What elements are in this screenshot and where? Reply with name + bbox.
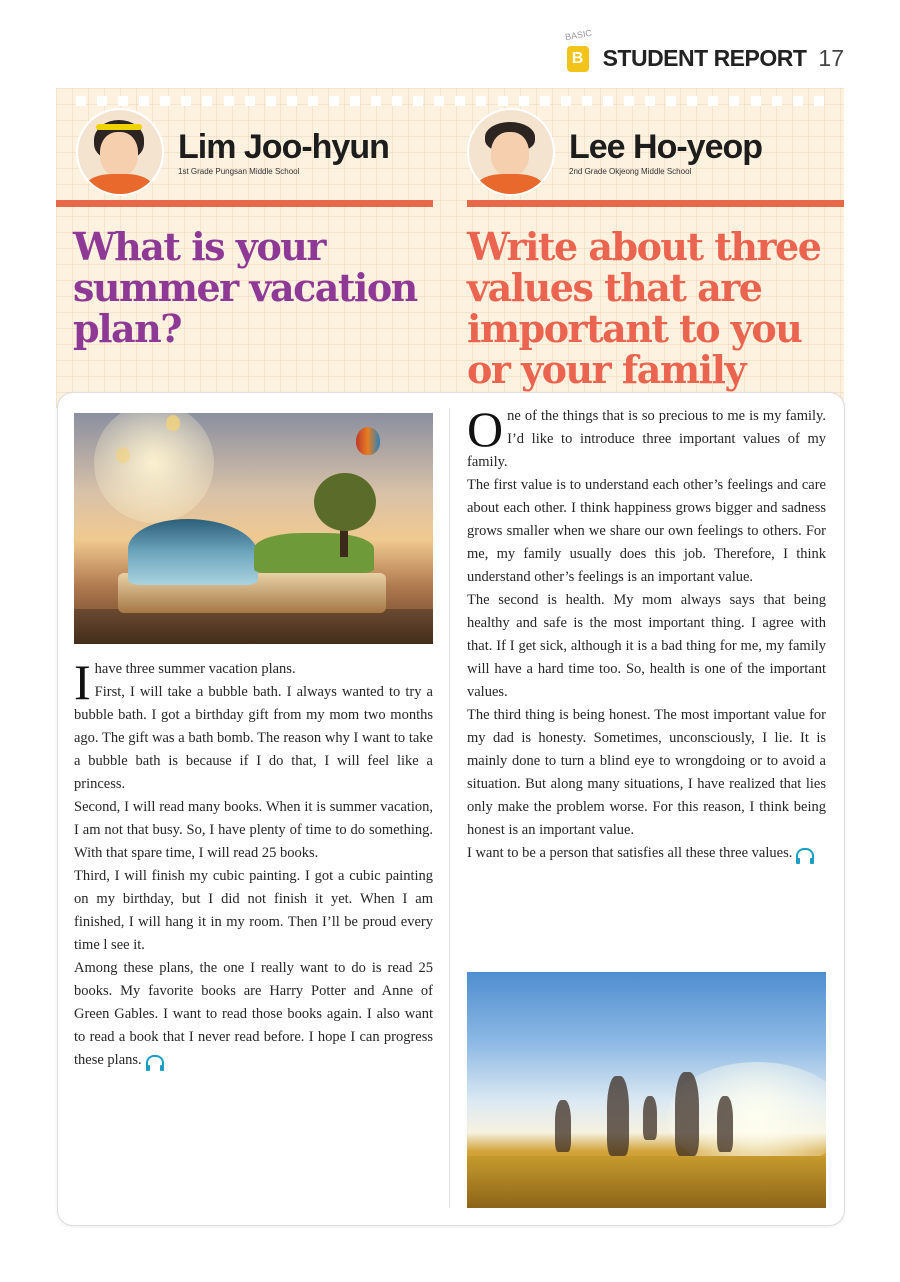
student-photo-left (76, 108, 164, 196)
dropcap-left: I (74, 654, 91, 710)
student-name-left: Lim Joo-hyun (178, 127, 389, 166)
article-left (74, 654, 433, 1072)
logo-small-text: BASIC (563, 27, 593, 43)
student-name-right: Lee Ho-yeop (569, 127, 763, 166)
paragraph: Among these plans, the one I really want to do is read 25 books. My favorite books are Harry Potter and Anne of Green Gables. I want to read those books again. I also want to read a book that I never read before. I hope I can progress these plans. (74, 960, 433, 1068)
paragraph: The second is health. My mom always says that being healthy and safe is the most important thing. I agree with that. If I get sick, although it is a bad thing for me, my family will have a hard time too. So, health is one of the important values. (467, 592, 826, 700)
student-school-left: 1st Grade Pungsan Middle School (178, 166, 300, 176)
paragraph: The third thing is being honest. The most important value for my dad is honesty. Sometimes, unconsciously, I lie. It is mainly done to turn a blind eye to wrongdoing or to avoid a situation. But along many situations, I have realized that lies only make the problem worse. For this reason, I think being honest is an important value. (467, 707, 826, 838)
student-photo-right (467, 108, 555, 196)
open-book-fantasy-image (74, 413, 433, 644)
dropcap-right: O (467, 401, 504, 457)
page-header (563, 27, 844, 72)
question-right: Write about three values that are important to you or your family (467, 224, 821, 392)
family-running-field-image (467, 972, 826, 1208)
logo-letter: B (567, 46, 589, 72)
paragraph: Second, I will read many books. When it is summer vacation, I am not that busy. So, I have plenty of time to do something. With that spare time, I will read 25 books. (74, 799, 433, 861)
report-title: STUDENT REPORT (602, 45, 807, 71)
student-left (76, 108, 389, 196)
paragraph: Third, I will finish my cubic painting. I got a cubic painting on my birthday, but I did not finish it yet. When I am finished, I will hang it in my room. Then I’ll be proud every time l see it. (74, 868, 433, 953)
rule-right (467, 200, 844, 207)
paragraph: One of the things that is so precious to me is my family. I’d like to introduce three important values of my family. (467, 401, 826, 470)
rule-left (56, 200, 433, 207)
headphones-icon (796, 848, 814, 860)
page-number: 17 (818, 45, 844, 71)
band-dots (76, 96, 824, 106)
student-right (467, 108, 762, 196)
article-right (467, 401, 826, 865)
paragraph: I want to be a person that satisfies all these three values. (467, 842, 826, 865)
paragraph: First, I will take a bubble bath. I always wanted to try a bubble bath. I got a birthday gift from my mom two months ago. The gift was a bath bomb. The reason why I want to take a bubble bath is because if I do that, I will feel like a princess. (74, 684, 433, 792)
basic-logo (563, 27, 595, 72)
paragraph: The first value is to understand each other’s feelings and care about each other. I think happiness grows bigger and sadness grows smaller when we share our own feelings to others. For me, my family usually does this job. Therefore, I think understand other’s feelings is an important value. (467, 477, 826, 585)
paragraph: Ihave three summer vacation plans. (74, 654, 296, 710)
student-school-right: 2nd Grade Okjeong Middle School (569, 166, 692, 176)
column-divider (449, 408, 450, 1208)
question-left: What is your summer vacation plan? (73, 224, 417, 351)
headphones-icon (146, 1055, 164, 1067)
